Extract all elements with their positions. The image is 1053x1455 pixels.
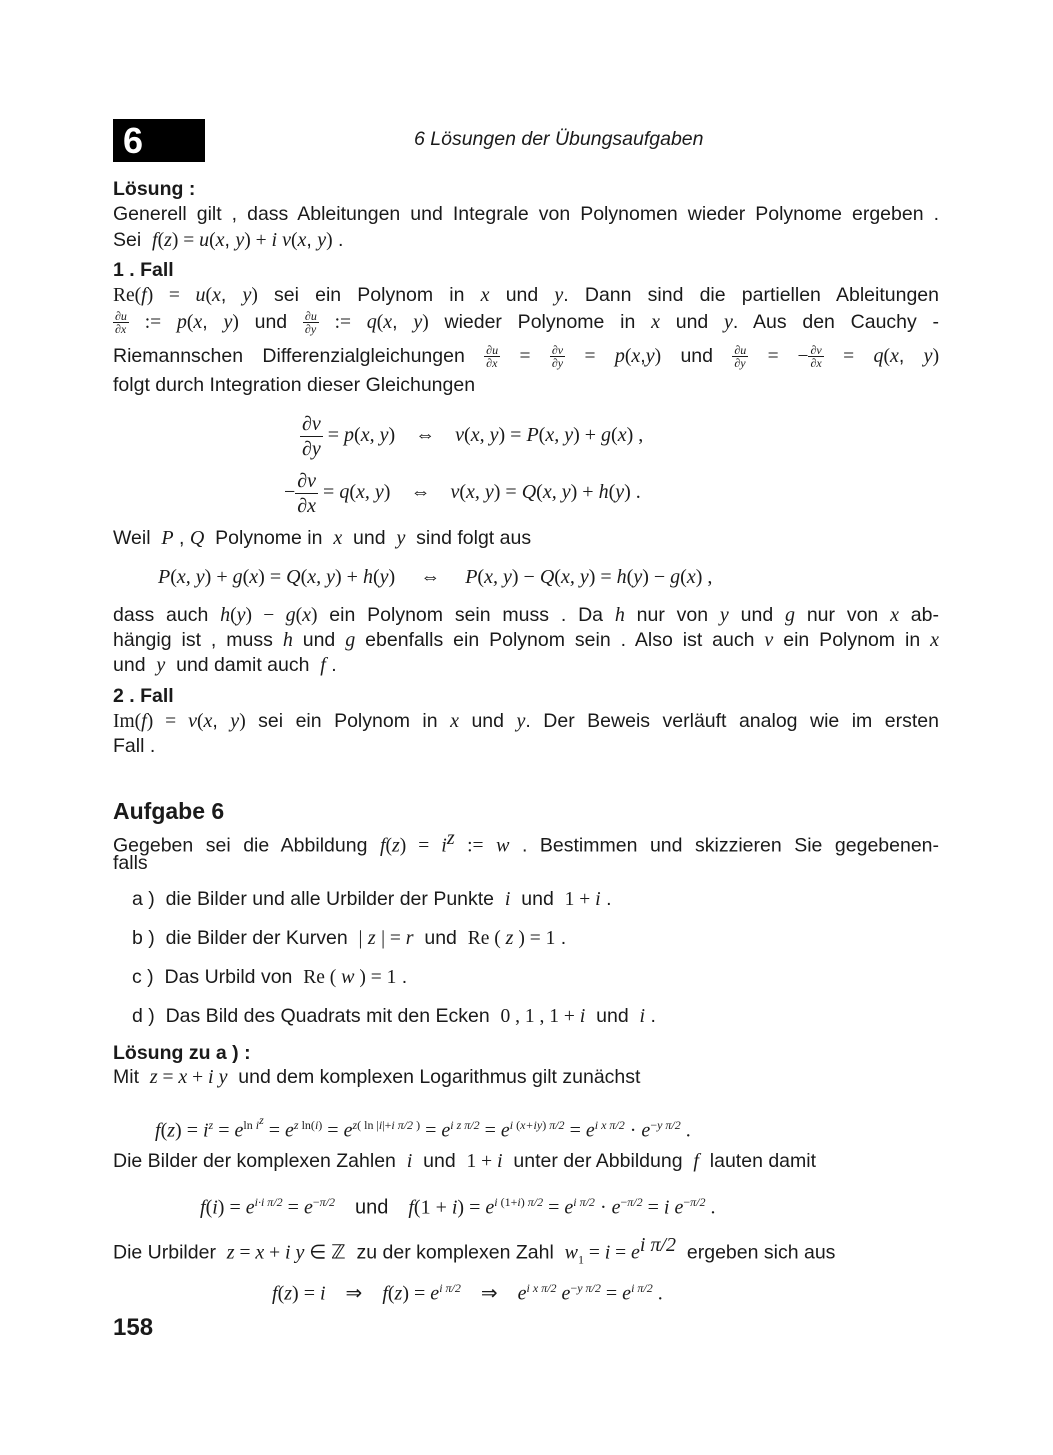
case2-heading: 2 . Fall — [113, 685, 174, 707]
case1-line-1: Re(f) = u(x, y) sei ein Polynom in x und y. Dann sind die partiellen Ableitungen — [113, 284, 939, 306]
case2-line-2: Fall . — [113, 735, 156, 757]
case1-heading: 1 . Fall — [113, 259, 174, 281]
equation-2: − $\frac{\partial v}{\partial x}$ = q(x, y) ⇔ v(x, y) = Q(x, y) + h(y) . — [284, 470, 641, 517]
exercise-solution-line-2: Die Bilder der komplexen Zahlen i und 1 + i unter der Abbildung f lauten damit — [113, 1150, 817, 1172]
exercise-intro-1: Gegeben sei die Abbildung $f(z) = i^z$ := w . Bestimmen und skizzieren Sie gegebenen- — [113, 827, 940, 857]
solution-heading: Lösung : — [113, 178, 196, 200]
exercise-intro-2: falls — [113, 852, 148, 874]
exercise-equation-2: $f(i) = e^{i\cdot i \pi/2} = e^{-\pi/2}$ und $f(1 + i) = e^{i (1+i) \pi/2} = e^{i \pi/2} \cdot e^{-\pi/2} = i$ $e^{-\pi/2}$ . — [200, 1195, 716, 1219]
exercise-title: Aufgabe 6 — [113, 798, 225, 824]
weil-line: Weil P , Q Polynome in x und y sind folgt aus — [113, 527, 532, 549]
exercise-solution-line-1: Mit z = x + i y und dem komplexen Logarithmus gilt zunächst — [113, 1066, 641, 1088]
exercise-solution-heading: Lösung zu a ) : — [113, 1042, 251, 1064]
running-title: 6 Lösungen der Übungsaufgaben — [414, 128, 704, 150]
exercise-item-b: b ) die Bilder der Kurven | z | = r und Re ( z ) = 1 . — [132, 927, 567, 949]
exercise-item-d: d ) Das Bild des Quadrats mit den Ecken 0 , 1 , 1 + i und i . — [132, 1005, 656, 1027]
chapter-number: 6 — [123, 120, 144, 161]
case1-line-4: folgt durch Integration dieser Gleichungen — [113, 374, 476, 396]
case1-line-2: $\frac{\partial u}{\partial x}$ := p(x, y) und $\frac{\partial u}{\partial y}$ := q(x, y) wieder Polynome in x und y. Aus den Cauchy - — [115, 309, 940, 337]
equation-1: $\frac{\partial v}{\partial y}$ = p(x, y) ⇔ v(x, y) = P(x, y) + g(x) , — [302, 413, 644, 460]
solution-line-1: Generell gilt , dass Ableitungen und Integrale von Polynomen wieder Polynome ergeben . — [113, 203, 939, 225]
after-line-1: dass auch h(y) − g(x) ein Polynom sein muss . Da h nur von y und g nur von x ab- — [113, 604, 939, 626]
page-number: 158 — [113, 1314, 154, 1341]
exercise-item-a: a ) die Bilder und alle Urbilder der Punkte i und 1 + i . — [132, 888, 612, 910]
exercise-equation-3: f(z) = i ⇒ $f(z) = e^{i \pi/2}$ ⇒ $e^{i x \pi/2}$ $e^{-y \pi/2} = e^{i \pi/2}$ . — [272, 1281, 663, 1305]
chapter-number-box — [113, 119, 205, 162]
exercise-solution-line-3: Die Urbilder z = x + i y ∈ ℤ zu der komplexen Zahl $w_1 = i = e^{i \pi/2}$ ergeben sich aus — [113, 1234, 836, 1267]
exercise-item-c: c ) Das Urbild von Re ( w ) = 1 . — [132, 966, 408, 988]
after-line-3: und y und damit auch f . — [113, 654, 337, 676]
solution-line-2: Sei f(z) = u(x, y) + i v(x, y) . — [113, 229, 344, 251]
case2-line-1: Im(f) = v(x, y) sei ein Polynom in x und y. Der Beweis verläuft analog wie im ersten — [113, 710, 939, 732]
equation-3: P(x, y) + g(x) = Q(x, y) + h(y) ⇔ P(x, y) − Q(x, y) = h(y) − g(x) , — [158, 566, 713, 588]
exercise-equation-1: $f(z) = i^z = e^{ln i^z} = e^{z ln(i)} = e^{z( ln |i|+i \pi/2 )} = e^{i z \pi/2} = e^{i (x+iy) \pi/2} = e^{i x \pi/2} \cdot e^{-y \pi/2}$ . — [155, 1113, 691, 1142]
after-line-2: hängig ist , muss h und g ebenfalls ein Polynom sein . Also ist auch v ein Polynom in x — [113, 629, 939, 651]
case1-line-3: Riemannschen Differenzialgleichungen $\frac{\partial u}{\partial x}$ = $\frac{\partial v}{\partial y}$ = p(x,y) und $\frac{\partial u}{\partial y}$ = − $\frac{\partial v}{\partial x}$ = q(x, y) — [113, 343, 940, 371]
